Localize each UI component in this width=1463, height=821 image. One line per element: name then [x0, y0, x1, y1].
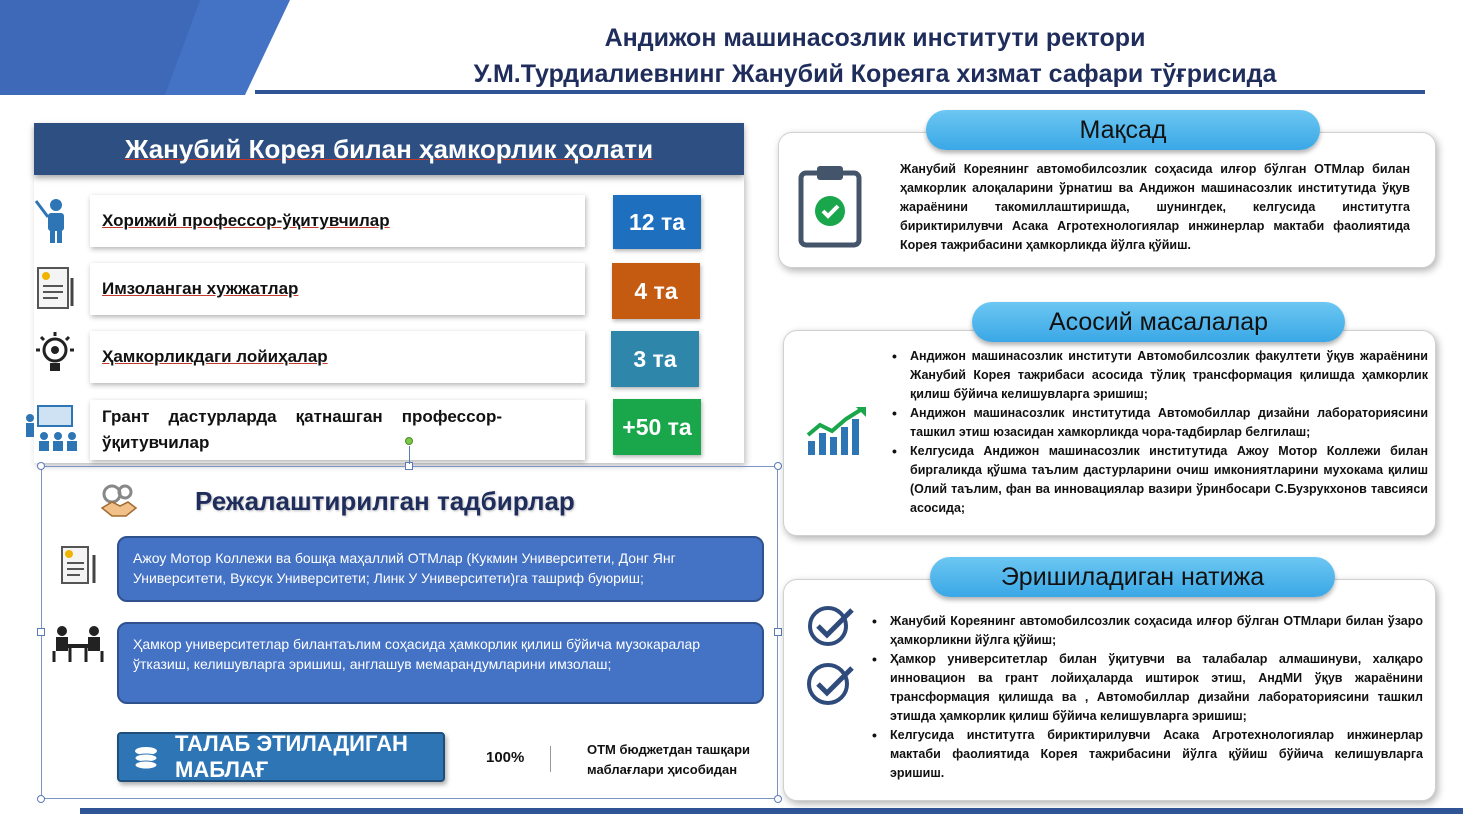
emphasis-text: ўқув жараёнини такомиллаштиришда,	[900, 181, 1410, 214]
result-title: Эришиладиган натижа	[930, 557, 1335, 597]
cooperation-row	[90, 400, 585, 460]
cooperation-row-label: Хорижий профессор-ўқитувчилар	[102, 211, 390, 230]
signed-document-icon	[32, 264, 82, 314]
emphasis-text: Автомобиллар дизайни лабораторияси	[1096, 690, 1354, 704]
bullet-item	[888, 442, 1428, 518]
lightbulb-gear-icon	[30, 330, 80, 380]
title-divider	[255, 90, 1425, 94]
body-text: Келгусида Андижон машинасозлик институтида Ажоу Мотор Коллежи билан биргаликда	[910, 444, 1428, 477]
emphasis-text: Асака Агротехнологиялар инжинерлар мактаби	[1012, 219, 1325, 233]
resize-handle[interactable]	[37, 628, 45, 636]
body-text: Андижон машинасозлик институтида	[910, 406, 1158, 420]
cooperation-row	[90, 195, 585, 247]
body-text: фаолиятида Корея тажрибасини йўлга қўйиш бўйича келишувларга эришиш.	[890, 747, 1423, 780]
coins-icon	[131, 744, 161, 774]
check-circle-icon	[806, 660, 858, 708]
body-text: Келгусида институтга бириктирилувчи	[890, 728, 1164, 742]
page-title-line-1: Андижон машинасозлик институти ректори	[604, 24, 1146, 52]
body-text: қилишда ва ,	[989, 690, 1097, 704]
body-text: Андижон машинасозлик институти Автомобилсозлик факултети ўқув жараёнини Жанубий Корея тажрибаси асосида тўлиқ	[910, 349, 1428, 382]
cooperation-row	[90, 331, 585, 383]
body-text: шунингдек, келгусида институтга бириктирилувчи	[900, 200, 1411, 233]
planned-event-item: Ҳамкор университетлар билантаълим соҳасида ҳамкорлик қилиш бўйича музокаралар ўтказиш, келишувларга эришиш, англашув мемарандумларини имзолаш;	[117, 622, 764, 704]
funding-divider	[550, 746, 551, 772]
body-text: Ҳамкор университетлар билан ўқитувчи ва талабалар алмашинуви, халқаро инновацион ва грант лойиҳаларда иштирок этиш, АндМИ ўқув жараёнини	[890, 652, 1423, 685]
result-list	[868, 612, 1423, 783]
bullet-item	[888, 347, 1428, 404]
bullet-item	[868, 650, 1423, 726]
bottom-divider	[80, 808, 1463, 814]
joint-projects-count-badge: 3 та	[611, 331, 699, 387]
resize-handle[interactable]	[37, 795, 45, 803]
cooperation-row-label: Имзоланган хужжатлар	[102, 279, 299, 298]
emphasis-text: қўшма таълим дастурларини	[986, 463, 1172, 477]
main-issues-title: Асосий масалалар	[972, 302, 1345, 342]
resize-handle[interactable]	[774, 628, 782, 636]
clipboard-check-icon	[797, 163, 863, 249]
corner-decoration	[0, 0, 290, 95]
body-text: Жанубий Кореянинг автомобилсозлик соҳасида илғор бўлган ОТМлар билан ҳамкорлик алоқаларини ўрнатиш ва Андижон машинасозлик институтида	[900, 162, 1410, 195]
resize-handle[interactable]	[774, 462, 782, 470]
goal-text	[900, 160, 1410, 255]
meeting-table-icon	[50, 624, 106, 664]
document-pen-icon	[56, 543, 100, 587]
required-funding-button[interactable]	[117, 732, 445, 782]
grant-participants-count-badge: +50 та	[613, 399, 701, 455]
bullet-item	[868, 726, 1423, 783]
emphasis-text: трансформация	[1192, 368, 1293, 382]
body-text: қилишда ҳамкорлик қилиш бўйича келишувларга эришиш;	[910, 368, 1429, 401]
body-text: Жанубий Кореянинг автомобилсозлик соҳасида илғор бўлган ОТМлари билан ўзаро ҳамкорликни йўлга қўйиш;	[890, 614, 1423, 647]
planned-events-title: Режалаштирилган тадбирлар	[195, 486, 575, 516]
cooperation-row-label: Ҳамкорликдаги лойиҳалар	[102, 347, 328, 366]
bullet-item	[868, 612, 1423, 650]
body-text: ни ташкил этиш юзасидан хамкорликда чора-тадбирлар белгилаш;	[910, 406, 1428, 439]
page-title-line-2: У.М.Турдиалиевнинг Жанубий Кореяга хизмат сафари тўғрисида	[473, 60, 1277, 88]
goal-title: Мақсад	[926, 110, 1320, 150]
signed-documents-count-badge: 4 та	[612, 263, 700, 319]
cooperation-title: Жанубий Корея билан ҳамкорлик ҳолати	[34, 123, 744, 175]
handshake-gear-icon	[98, 482, 138, 520]
presentation-audience-icon	[22, 404, 82, 454]
cooperation-row	[90, 263, 585, 315]
resize-handle[interactable]	[37, 462, 45, 470]
funding-source: ОТМ бюджетдан ташқари маблағлари ҳисобидан	[587, 742, 751, 777]
planned-event-item: Ажоу Мотор Коллежи ва бошқа маҳаллий ОТМлар (Кукмин Университети, Донг Янг Университети, Вуксук Университети; Линк У Университети)га ташриф буюриш;	[117, 536, 764, 602]
rotate-handle[interactable]	[405, 437, 413, 445]
main-issues-list	[888, 347, 1428, 518]
check-circle-icon	[806, 604, 858, 648]
required-funding-label: ТАЛАБ ЭТИЛАДИГАН МАБЛАҒ	[175, 731, 408, 782]
bullet-item	[888, 404, 1428, 442]
emphasis-text: Автомобиллар дизайни лабораторияси	[1157, 406, 1413, 420]
rotate-handle-stem	[409, 446, 410, 464]
body-text: фаолиятида Корея тажрибасини ҳамкорликда йўлга қўйиш.	[900, 219, 1410, 252]
cooperation-row-label: Грант дастурларда қатнашган профессор-ўқитувчилар	[102, 407, 502, 452]
funding-percent: 100%	[486, 749, 525, 766]
body-text: ни ташкил этишда ҳамкорлик қилиш бўйича келишувларга эришиш;	[890, 690, 1423, 723]
teacher-icon	[30, 195, 80, 245]
resize-handle[interactable]	[774, 795, 782, 803]
emphasis-text: Асака Агротехнологиялар инжинерлар мактаби	[890, 728, 1424, 761]
foreign-teachers-count-badge: 12 та	[613, 195, 701, 249]
emphasis-text: трансформация	[890, 690, 990, 704]
growth-chart-icon	[804, 405, 870, 457]
body-text: очиш имкониятларини мухокама қилиш (Олий таълим, фан ва инновациялар вазири ўринбосари С.Бузрукхонов тавсияси асосида;	[910, 463, 1428, 515]
